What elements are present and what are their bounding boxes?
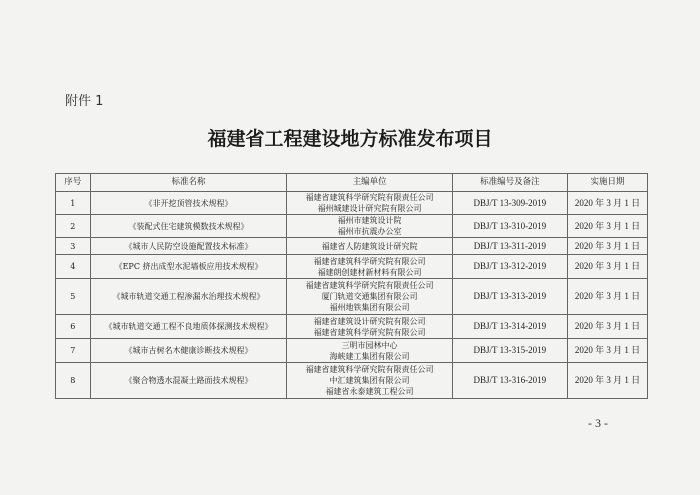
table-row (56, 315, 648, 339)
header-name: 标准名称 (90, 174, 287, 192)
row-name: 《城市人民防空设施配置技术标准》 (90, 238, 287, 255)
table-row (56, 255, 648, 279)
unit-line: 福建朗创建材新材料有限公司 (317, 267, 422, 277)
row-date: 2020 年 3 月 1 日 (568, 238, 648, 255)
row-unit (287, 255, 452, 279)
unit-line: 福建省建筑科学研究院有限责任公司 (305, 281, 434, 290)
header-code: 标准编号及备注 (452, 174, 567, 192)
table-row (56, 192, 648, 215)
row-unit (287, 339, 452, 363)
unit-line: 福州城建设计研究院有限公司 (317, 204, 422, 213)
unit-line: 海峡建工集团有限公司 (329, 351, 410, 361)
table-row (56, 363, 648, 399)
row-code: DBJ/T 13-316-2019 (452, 363, 567, 399)
row-date: 2020 年 3 月 1 日 (568, 255, 648, 279)
row-index: 8 (56, 363, 91, 399)
unit-line: 厦门轨道交通集团有限公司 (321, 292, 418, 301)
row-date: 2020 年 3 月 1 日 (568, 315, 648, 339)
standards-table (55, 173, 648, 399)
row-index: 1 (56, 192, 91, 215)
header-index: 序号 (56, 174, 91, 192)
unit-line: 中汇建筑集团有限公司 (329, 376, 410, 385)
row-code: DBJ/T 13-315-2019 (452, 339, 567, 363)
row-unit (287, 363, 452, 399)
row-code: DBJ/T 13-310-2019 (452, 215, 567, 238)
row-code: DBJ/T 13-311-2019 (452, 238, 567, 255)
row-unit (287, 279, 452, 315)
row-index: 3 (56, 238, 91, 255)
unit-line: 福建省建筑科学研究院有限责任公司 (305, 365, 434, 374)
document-title: 福建省工程建设地方标准发布项目 (207, 128, 493, 150)
row-index: 4 (56, 255, 91, 279)
row-name: 《聚合物透水混凝土路面技术规程》 (90, 363, 287, 399)
row-unit (287, 315, 452, 339)
row-name: 《城市轨道交通工程不良地质体探测技术规程》 (90, 315, 287, 339)
row-code: DBJ/T 13-313-2019 (452, 279, 567, 315)
row-date: 2020 年 3 月 1 日 (568, 279, 648, 315)
table-row (56, 238, 648, 255)
row-name: 《城市轨道交通工程渗漏水治理技术规程》 (90, 279, 287, 315)
row-code: DBJ/T 13-309-2019 (452, 192, 567, 215)
row-unit (287, 192, 452, 215)
unit-line: 福建省建筑科学研究院有限公司 (313, 327, 426, 337)
attachment-label: 附件 1 (65, 94, 104, 109)
table-row (56, 339, 648, 363)
unit-line: 福州市建筑设计院 (337, 216, 402, 225)
row-name: 《非开挖顶管技术规程》 (90, 192, 287, 215)
header-date: 实施日期 (568, 174, 648, 192)
page-number: - 3 - (588, 416, 608, 430)
row-date: 2020 年 3 月 1 日 (568, 339, 648, 363)
unit-line: 福州市抗震办公室 (337, 227, 402, 236)
row-name: 《装配式住宅建筑模数技术规程》 (90, 215, 287, 238)
unit-line: 三明市园林中心 (341, 340, 398, 350)
row-name: 《城市古树名木健康诊断技术规程》 (90, 339, 287, 363)
unit-line: 福建省建筑科学研究院有限公司 (313, 256, 426, 266)
unit-line: 福建省建筑设计研究院有限公司 (313, 316, 426, 326)
row-index: 6 (56, 315, 91, 339)
row-date: 2020 年 3 月 1 日 (568, 215, 648, 238)
unit-line: 福州地铁集团有限公司 (329, 303, 410, 312)
row-index: 2 (56, 215, 91, 238)
unit-line: 福建省永泰建筑工程公司 (325, 387, 414, 396)
row-unit (287, 215, 452, 238)
row-index: 5 (56, 279, 91, 315)
row-index: 7 (56, 339, 91, 363)
unit-line: 福建省建筑科学研究院有限责任公司 (305, 193, 434, 202)
row-name: 《EPC 挤出成型水泥墙板应用技术规程》 (90, 255, 287, 279)
row-date: 2020 年 3 月 1 日 (568, 192, 648, 215)
table-header-row (56, 174, 648, 192)
row-date: 2020 年 3 月 1 日 (568, 363, 648, 399)
header-unit: 主编单位 (287, 174, 452, 192)
table-row (56, 215, 648, 238)
row-unit (287, 238, 452, 255)
table-row (56, 279, 648, 315)
unit-line: 福建省人防建筑设计研究院 (321, 241, 418, 251)
row-code: DBJ/T 13-312-2019 (452, 255, 567, 279)
row-code: DBJ/T 13-314-2019 (452, 315, 567, 339)
